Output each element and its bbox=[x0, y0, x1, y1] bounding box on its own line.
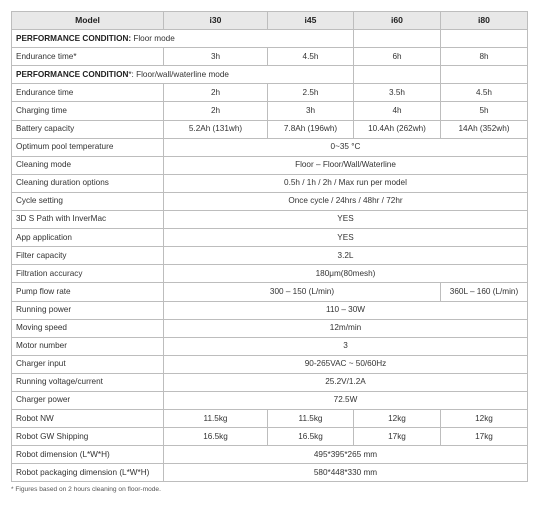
row-running-power bbox=[12, 301, 528, 319]
row-label: Running power bbox=[12, 301, 164, 319]
cell-i60: 3.5h bbox=[354, 84, 441, 102]
cell-all-models: YES bbox=[164, 229, 528, 247]
row-label: Optimum pool temperature bbox=[12, 138, 164, 156]
cell-i30: 2h bbox=[164, 102, 268, 120]
row-running-voltage bbox=[12, 373, 528, 391]
section-floor-wall-mode-label bbox=[12, 66, 354, 84]
row-nw bbox=[12, 410, 528, 428]
empty-cell bbox=[354, 30, 441, 48]
row-filter-capacity bbox=[12, 247, 528, 265]
cell-i45: 11.5kg bbox=[268, 410, 354, 428]
cell-i30: 16.5kg bbox=[164, 428, 268, 446]
row-battery bbox=[12, 120, 528, 138]
row-moving-speed bbox=[12, 319, 528, 337]
row-label: Cycle setting bbox=[12, 192, 164, 210]
header-i60: i60 bbox=[354, 12, 441, 30]
row-label: Robot NW bbox=[12, 410, 164, 428]
cell-i80: 5h bbox=[441, 102, 528, 120]
cell-i45: 2.5h bbox=[268, 84, 354, 102]
row-charger-input bbox=[12, 355, 528, 373]
row-endurance bbox=[12, 84, 528, 102]
row-label: Endurance time bbox=[12, 84, 164, 102]
row-path bbox=[12, 211, 528, 229]
row-motor-number bbox=[12, 337, 528, 355]
row-app bbox=[12, 229, 528, 247]
header-i80: i80 bbox=[441, 12, 528, 30]
row-label: Endurance time* bbox=[12, 48, 164, 66]
cell-all-models: Floor – Floor/Wall/Waterline bbox=[164, 156, 528, 174]
row-pump bbox=[12, 283, 528, 301]
cell-i80: 17kg bbox=[441, 428, 528, 446]
row-label: Charger power bbox=[12, 391, 164, 409]
row-label: Running voltage/current bbox=[12, 373, 164, 391]
row-label: Filter capacity bbox=[12, 247, 164, 265]
row-label: Charging time bbox=[12, 102, 164, 120]
header-row bbox=[12, 12, 528, 30]
row-charging bbox=[12, 102, 528, 120]
section-floor-mode-bold: PERFORMANCE CONDITION: bbox=[16, 33, 132, 43]
section-floor-wall-mode-rest: *: Floor/wall/waterline mode bbox=[128, 69, 229, 79]
cell-all-models: 495*395*265 mm bbox=[164, 446, 528, 464]
cell-all-models: 580*448*330 mm bbox=[164, 464, 528, 482]
spec-table bbox=[11, 11, 528, 482]
row-filtration bbox=[12, 265, 528, 283]
row-label: Charger input bbox=[12, 355, 164, 373]
cell-i60: 12kg bbox=[354, 410, 441, 428]
cell-i30: 5.2Ah (131wh) bbox=[164, 120, 268, 138]
cell-all-models: 180μm(80mesh) bbox=[164, 265, 528, 283]
row-label: Pump flow rate bbox=[12, 283, 164, 301]
cell-i30: 2h bbox=[164, 84, 268, 102]
row-label: Robot GW Shipping bbox=[12, 428, 164, 446]
cell-i60: 6h bbox=[354, 48, 441, 66]
row-packaging bbox=[12, 464, 528, 482]
row-label: Filtration accuracy bbox=[12, 265, 164, 283]
cell-all-models: 110 – 30W bbox=[164, 301, 528, 319]
row-duration-options bbox=[12, 174, 528, 192]
cell-i30-i60: 300 – 150 (L/min) bbox=[164, 283, 441, 301]
row-gw bbox=[12, 428, 528, 446]
row-label: Battery capacity bbox=[12, 120, 164, 138]
cell-all-models: 72.5W bbox=[164, 391, 528, 409]
cell-i45: 3h bbox=[268, 102, 354, 120]
cell-all-models: 12m/min bbox=[164, 319, 528, 337]
cell-i45: 7.8Ah (196wh) bbox=[268, 120, 354, 138]
row-label: Cleaning mode bbox=[12, 156, 164, 174]
cell-all-models: 3 bbox=[164, 337, 528, 355]
empty-cell bbox=[354, 66, 441, 84]
row-label: Robot packaging dimension (L*W*H) bbox=[12, 464, 164, 482]
section-floor-wall-mode-bold: PERFORMANCE CONDITION bbox=[16, 69, 129, 79]
row-label: Robot dimension (L*W*H) bbox=[12, 446, 164, 464]
row-charger-power bbox=[12, 391, 528, 409]
footnote: * Figures based on 2 hours cleaning on floor-mode. bbox=[11, 486, 161, 493]
row-label: Cleaning duration options bbox=[12, 174, 164, 192]
row-label: App application bbox=[12, 229, 164, 247]
row-cleaning-mode bbox=[12, 156, 528, 174]
cell-all-models: YES bbox=[164, 211, 528, 229]
row-endurance-star bbox=[12, 48, 528, 66]
row-label: Moving speed bbox=[12, 319, 164, 337]
cell-i30: 11.5kg bbox=[164, 410, 268, 428]
section-floor-mode-label bbox=[12, 30, 354, 48]
empty-cell bbox=[441, 66, 528, 84]
header-model: Model bbox=[12, 12, 164, 30]
cell-i80: 8h bbox=[441, 48, 528, 66]
cell-all-models: 3.2L bbox=[164, 247, 528, 265]
row-pool-temp bbox=[12, 138, 528, 156]
header-i45: i45 bbox=[268, 12, 354, 30]
row-label: 3D S Path with InverMac bbox=[12, 211, 164, 229]
cell-all-models: Once cycle / 24hrs / 48hr / 72hr bbox=[164, 192, 528, 210]
row-dimension bbox=[12, 446, 528, 464]
section-floor-mode bbox=[12, 30, 528, 48]
row-cycle bbox=[12, 192, 528, 210]
section-floor-mode-rest: Floor mode bbox=[131, 33, 175, 43]
cell-i60: 17kg bbox=[354, 428, 441, 446]
cell-i30: 3h bbox=[164, 48, 268, 66]
cell-all-models: 0~35 °C bbox=[164, 138, 528, 156]
cell-i60: 4h bbox=[354, 102, 441, 120]
cell-i45: 16.5kg bbox=[268, 428, 354, 446]
cell-all-models: 90-265VAC ~ 50/60Hz bbox=[164, 355, 528, 373]
cell-all-models: 25.2V/1.2A bbox=[164, 373, 528, 391]
section-floor-wall-mode bbox=[12, 66, 528, 84]
cell-i80: 4.5h bbox=[441, 84, 528, 102]
spec-table-container bbox=[11, 11, 527, 482]
cell-i60: 10.4Ah (262wh) bbox=[354, 120, 441, 138]
cell-i80: 360L – 160 (L/min) bbox=[441, 283, 528, 301]
empty-cell bbox=[441, 30, 528, 48]
header-i30: i30 bbox=[164, 12, 268, 30]
cell-all-models: 0.5h / 1h / 2h / Max run per model bbox=[164, 174, 528, 192]
cell-i45: 4.5h bbox=[268, 48, 354, 66]
row-label: Motor number bbox=[12, 337, 164, 355]
cell-i80: 14Ah (352wh) bbox=[441, 120, 528, 138]
cell-i80: 12kg bbox=[441, 410, 528, 428]
